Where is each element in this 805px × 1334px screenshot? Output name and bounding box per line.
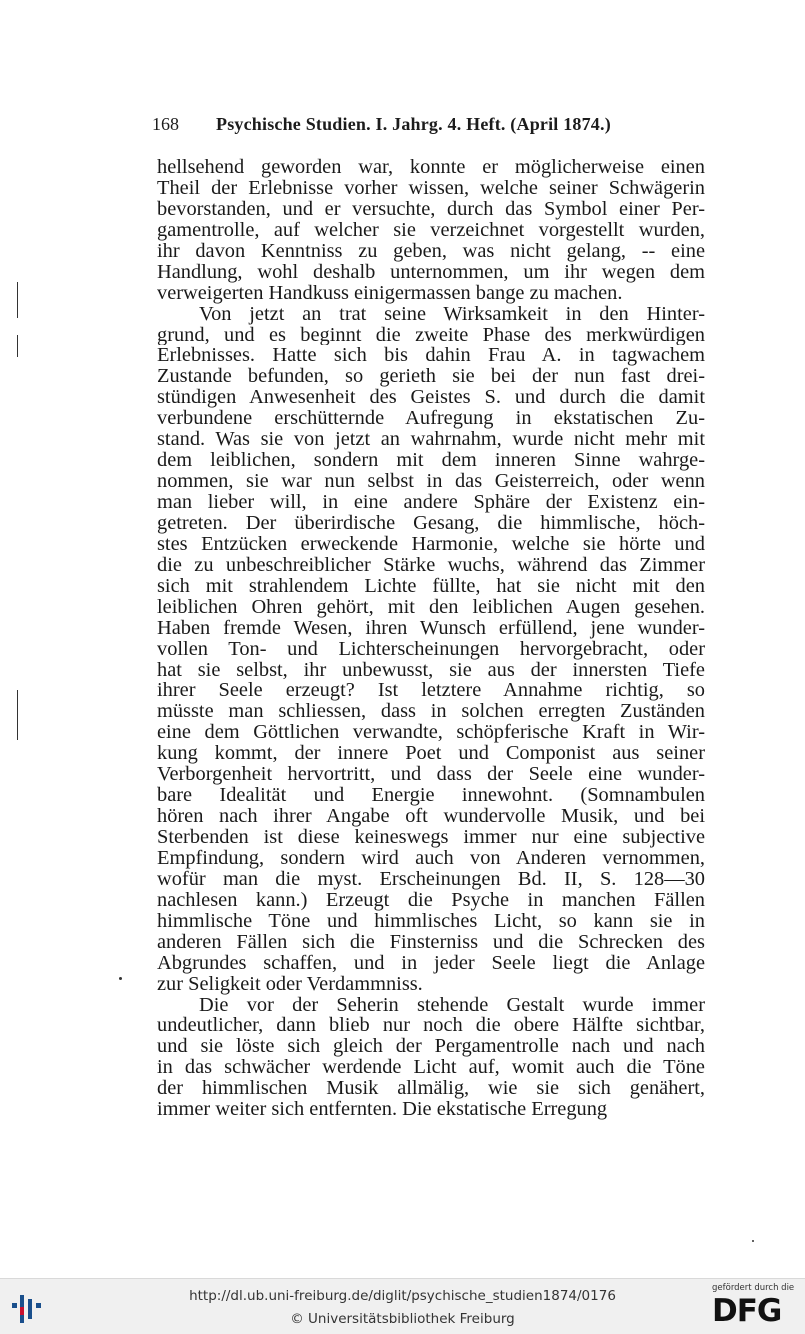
text-line: Theil der Erlebnisse vorher wissen, welche seiner Schwägerin [157, 177, 705, 199]
text-line: bevorstanden, und er versuchte, durch das Symbol einer Per- [157, 198, 705, 220]
text-line: sich mit strahlendem Lichte füllte, hat sie nicht mit den [157, 575, 705, 597]
text-line: verweigerten Handkuss einigermassen bange zu machen. [157, 282, 623, 304]
body-text [157, 157, 705, 1120]
text-line: anderen Fällen sich die Finsterniss und die Schrecken des [157, 931, 705, 953]
text-line: ihr davon Kenntniss zu geben, was nicht gelang, -- eine [157, 240, 705, 262]
text-line: stündigen Anwesenheit des Geistes S. und durch die damit [157, 387, 705, 409]
margin-mark [17, 335, 18, 357]
text-line: Zustande befunden, so gerieth sie bei der nun fast drei- [157, 366, 705, 388]
text-line: himmlische Töne und himmlisches Licht, so kann sie in [157, 910, 705, 932]
text-line: wofür man die myst. Erscheinungen Bd. II, S. 128—30 [157, 868, 705, 890]
text-line: grund, und es beginnt die zweite Phase des merkwürdigen [157, 324, 705, 346]
page-number: 168 [152, 114, 179, 134]
dfg-logo: DFG [712, 1293, 782, 1329]
text-line: dem leiblichen, sondern mit dem inneren Sinne wahrge- [157, 450, 705, 472]
text-line: die zu unbeschreiblicher Stärke wuchs, während das Zimmer [157, 554, 705, 576]
text-line: der himmlischen Musik allmälig, wie sie sich genähert, [157, 1078, 705, 1100]
text-line: stand. Was sie von jetzt an wahrnahm, wurde nicht mehr mit [157, 429, 705, 451]
permalink-url[interactable]: http://dl.ub.uni-freiburg.de/diglit/psychische_studien1874/0176 [189, 1288, 616, 1304]
text-line: hat sie selbst, ihr unbewusst, sie aus der innersten Tiefe [157, 659, 705, 681]
text-line: vollen Ton- und Lichterscheinungen hervorgebracht, oder [157, 638, 705, 660]
text-line: müsste man schliessen, dass in solchen erregten Zuständen [157, 701, 705, 723]
text-line: ihrer Seele erzeugt? Ist letztere Annahme richtig, so [157, 680, 705, 702]
text-line: hören nach ihrer Angabe oft wundervolle Musik, und bei [157, 806, 705, 827]
margin-mark [17, 282, 18, 318]
text-line: hellsehend geworden war, konnte er möglicherweise einen [157, 157, 705, 178]
text-line: leiblichen Ohren gehört, mit den leiblichen Augen gesehen. [157, 596, 705, 618]
margin-dot [752, 1240, 754, 1242]
text-line: man lieber will, in eine andere Sphäre der Existenz ein- [157, 492, 705, 513]
margin-dot [119, 977, 122, 980]
text-line: immer weiter sich entfernten. Die ekstatische Erregung [157, 1099, 608, 1121]
running-head-title: Psychische Studien. I. Jahrg. 4. Heft. (April 1874.) [216, 114, 611, 134]
text-line: Handlung, wohl deshalb unternommen, um ihr wegen dem [157, 261, 705, 283]
text-line: zur Seligkeit oder Verdammniss. [157, 973, 423, 995]
text-line: Abgrundes schaffen, und in jeder Seele liegt die Anlage [157, 952, 705, 974]
text-line: in das schwächer werdende Licht auf, womit auch die Töne [157, 1057, 705, 1079]
text-line: Sterbenden ist diese keineswegs immer nur eine subjective [157, 827, 705, 848]
text-line: verbundene erschütternde Aufregung in ekstatischen Zu- [157, 408, 705, 430]
text-line: bare Idealität und Energie innewohnt. (Somnambulen [157, 785, 705, 807]
dfg-caption: gefördert durch die [712, 1283, 795, 1293]
text-line: gamentrolle, auf welcher sie verzeichnet vorgestellt wurden, [157, 219, 705, 241]
margin-mark [17, 690, 18, 740]
text-line: Haben fremde Wesen, ihren Wunsch erfüllend, jene wunder- [157, 617, 705, 639]
text-line: undeutlicher, dann blieb nur noch die obere Hälfte sichtbar, [157, 1015, 705, 1037]
text-line: getreten. Der überirdische Gesang, die himmlische, höch- [157, 512, 705, 534]
viewer-footer [0, 1278, 805, 1334]
text-line: nommen, sie war nun selbst in das Geisterreich, oder wenn [157, 471, 705, 492]
text-line: Die vor der Seherin stehende Gestalt wurde immer [199, 994, 705, 1016]
text-line: kung kommt, der innere Poet und Componist aus seiner [157, 743, 705, 765]
text-line: stes Entzücken erweckende Harmonie, welche sie hörte und [157, 533, 705, 555]
copyright-text: © Universitätsbibliothek Freiburg [290, 1311, 515, 1327]
text-line: Von jetzt an trat seine Wirksamkeit in den Hinter- [199, 303, 705, 325]
text-line: Verborgenheit hervortritt, und dass der Seele eine wunder- [157, 764, 705, 786]
text-line: eine dem Göttlichen verwandte, schöpferische Kraft in Wir- [157, 722, 705, 744]
running-head [152, 114, 704, 144]
text-line: Empfindung, sondern wird auch von Anderen vernommen, [157, 847, 705, 869]
text-line: und sie löste sich gleich der Pergamentrolle nach und nach [157, 1036, 705, 1058]
text-line: Erlebnisses. Hatte sich bis dahin Frau A. in tagwachem [157, 345, 705, 367]
text-line: nachlesen kann.) Erzeugt die Psyche in manchen Fällen [157, 889, 705, 911]
